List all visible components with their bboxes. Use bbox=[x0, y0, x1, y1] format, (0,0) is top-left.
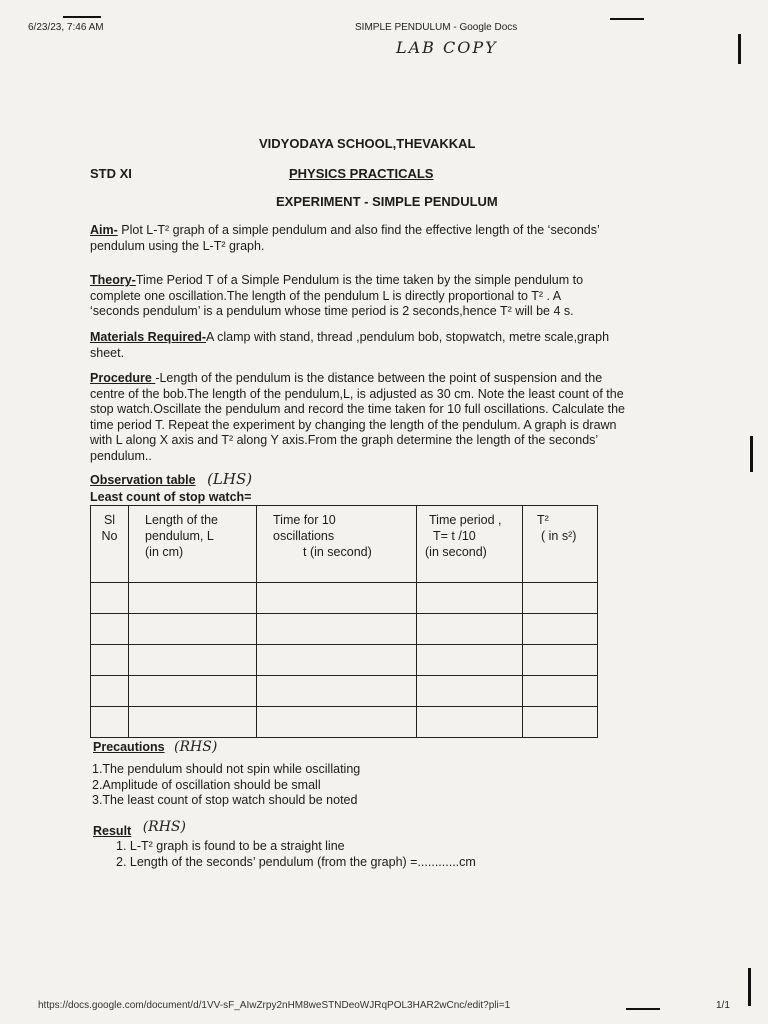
aim-text-line: Plot L-T² graph of a simple pendulum and also find the effective length of the ‘seconds’ bbox=[117, 223, 600, 237]
handwritten-lab-copy: LAB COPY bbox=[396, 38, 498, 57]
header-line: T² bbox=[537, 513, 549, 527]
theory-label: Theory- bbox=[90, 273, 136, 287]
header-line: Time for 10 bbox=[273, 513, 336, 527]
result-heading bbox=[93, 819, 186, 839]
handwritten-lhs: (LHS) bbox=[207, 470, 253, 488]
print-doc-title: SIMPLE PENDULUM - Google Docs bbox=[355, 22, 518, 33]
precautions-list bbox=[92, 762, 492, 809]
procedure-label: Procedure bbox=[90, 371, 156, 385]
pen-mark bbox=[626, 1008, 660, 1010]
aim-text-line: pendulum using the L-T² graph. bbox=[90, 238, 265, 253]
handwritten-rhs: (RHS) bbox=[142, 819, 186, 835]
procedure-text-line: -Length of the pendulum is the distance between the point of suspension and the bbox=[155, 371, 603, 385]
theory-section bbox=[90, 273, 690, 320]
header-line: oscillations bbox=[273, 529, 335, 543]
header-line: No bbox=[101, 529, 118, 543]
list-item: 2.Amplitude of oscillation should be small bbox=[92, 777, 321, 792]
materials-section bbox=[90, 330, 690, 361]
result-label: Result bbox=[93, 824, 132, 838]
list-item: 1.The pendulum should not spin while oscillating bbox=[92, 762, 361, 776]
header-line: ( in s²) bbox=[541, 529, 577, 543]
handwritten-rhs: (RHS) bbox=[174, 739, 218, 755]
procedure-section bbox=[90, 371, 710, 464]
school-name: VIDYODAYA SCHOOL,THEVAKKAL bbox=[259, 136, 476, 151]
column-header-sl-no bbox=[91, 506, 129, 583]
aim-section bbox=[90, 223, 690, 254]
header-line: (in second) bbox=[425, 545, 487, 559]
pen-mark bbox=[610, 18, 644, 20]
aim-label: Aim- bbox=[90, 223, 118, 237]
list-item: 2. Length of the seconds’ pendulum (from the graph) =............cm bbox=[116, 854, 476, 869]
table-header-row bbox=[91, 506, 598, 583]
procedure-text-line: stop watch.Oscillate the pendulum and record the time taken for 10 full oscillations. Calculate the bbox=[90, 402, 626, 416]
header-line: (in cm) bbox=[145, 545, 184, 559]
observation-table bbox=[90, 505, 598, 738]
observation-label: Observation table bbox=[90, 473, 196, 487]
procedure-text-line: pendulum.. bbox=[90, 448, 152, 463]
column-header-t-squared bbox=[523, 506, 598, 583]
column-header-time-period bbox=[417, 506, 523, 583]
header-line: Length of the bbox=[145, 513, 218, 527]
header-line: pendulum, L bbox=[145, 529, 214, 543]
table-row bbox=[91, 676, 598, 707]
result-list bbox=[116, 839, 576, 870]
procedure-text-line: with L along X axis and T² along Y axis.From the graph determine the length of the seconds’ bbox=[90, 433, 599, 447]
table-row bbox=[91, 645, 598, 676]
list-item: 1. L-T² graph is found to be a straight line bbox=[116, 839, 345, 853]
observation-heading bbox=[90, 470, 252, 488]
pen-mark bbox=[750, 436, 753, 472]
least-count-label: Least count of stop watch= bbox=[90, 490, 252, 504]
precautions-heading bbox=[93, 739, 217, 755]
pen-mark bbox=[63, 16, 101, 18]
theory-text-line: complete one oscillation.The length of the pendulum L is directly proportional to T² . A bbox=[90, 288, 562, 303]
table-row bbox=[91, 707, 598, 738]
theory-text-line: ‘seconds pendulum’ is a pendulum whose time period is 2 seconds,hence T² will be 4 s. bbox=[90, 304, 574, 318]
precautions-label: Precautions bbox=[93, 740, 165, 754]
materials-label: Materials Required- bbox=[90, 330, 207, 344]
header-line: t (in second) bbox=[303, 545, 372, 559]
materials-text-line: A clamp with stand, thread ,pendulum bob, stopwatch, metre scale,graph bbox=[206, 330, 610, 344]
column-header-time bbox=[257, 506, 417, 583]
procedure-text-line: centre of the bob.The length of the pendulum,L, is adjusted as 30 cm. Note the least count of the bbox=[90, 386, 624, 401]
pen-mark bbox=[748, 968, 751, 1006]
header-line: Time period , bbox=[429, 513, 502, 527]
print-timestamp: 6/23/23, 7:46 AM bbox=[28, 22, 104, 33]
subject-title: PHYSICS PRACTICALS bbox=[289, 166, 434, 181]
materials-text-line: sheet. bbox=[90, 345, 125, 360]
std-label: STD XI bbox=[90, 166, 132, 181]
theory-text-line: Time Period T of a Simple Pendulum is the time taken by the simple pendulum to bbox=[135, 273, 584, 287]
header-line: Sl bbox=[103, 513, 116, 527]
procedure-text-line: time period T. Repeat the experiment by changing the length of the pendulum. A graph is drawn bbox=[90, 417, 617, 432]
column-header-length bbox=[129, 506, 257, 583]
print-url: https://docs.google.com/document/d/1VV-sF_AIwZrpy2nHM8weSTNDeoWJRqPOL3HAR2wCnc/edit?pli=1 bbox=[38, 1000, 511, 1011]
header-line: T= t /10 bbox=[433, 529, 476, 543]
pen-mark bbox=[738, 34, 741, 64]
list-item: 3.The least count of stop watch should be noted bbox=[92, 793, 358, 807]
table-row bbox=[91, 614, 598, 645]
print-page-number: 1/1 bbox=[716, 1000, 730, 1011]
experiment-title: EXPERIMENT - SIMPLE PENDULUM bbox=[276, 194, 498, 209]
table-row bbox=[91, 583, 598, 614]
